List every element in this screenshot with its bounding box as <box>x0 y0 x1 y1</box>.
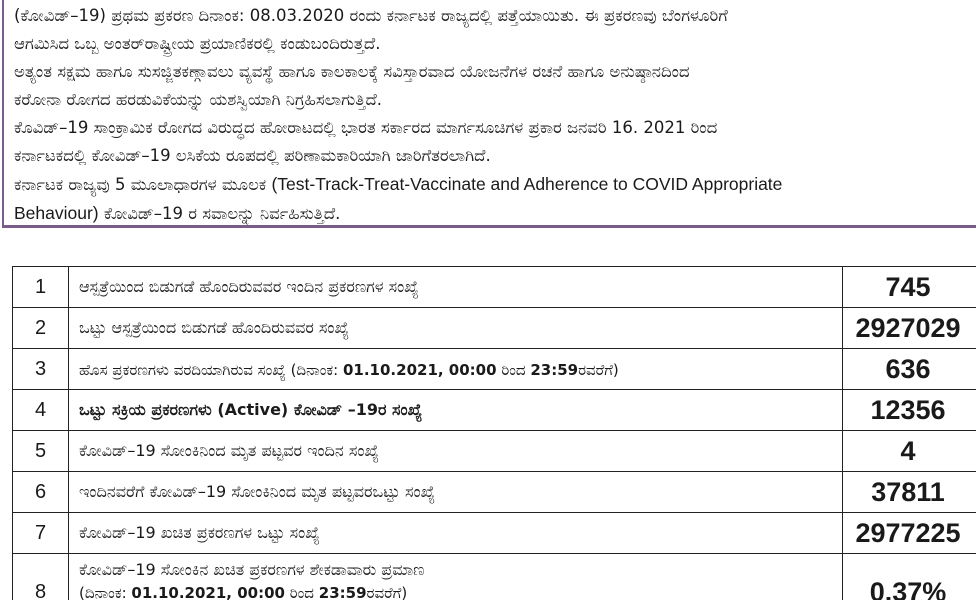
intro-line: ಅತ್ಯಂತ ಸಕ್ಷಮ ಹಾಗೂ ಸುಸಜ್ಜಿತಕಣ್ಗಾವಲು ವ್ಯವಸ್ಥೆ ಹಾಗೂ ಕಾಲಕಾಲಕ್ಕೆ ಸವಿಸ್ತಾರವಾದ ಯೋಜನೆಗಳ ರಚನೆ ಹಾಗೂ ಅನುಷ್ಠಾನದಿಂದ <box>14 62 690 81</box>
table-row <box>13 308 976 349</box>
row-description: ಒಟ್ಟು ಆಸ್ಪತ್ರೆಯಿಂದ ಬಿಡುಗಡೆ ಹೊಂದಿರುವವರ ಸಂಖ್ಯೆ <box>69 308 843 349</box>
table-row <box>13 431 976 472</box>
intro-line: ಕರೋನಾ ರೋಗದ ಹರಡುವಿಕೆಯನ್ನು ಯಶಸ್ವಿಯಾಗಿ ನಿಗ್ರಹಿಸಲಾಗುತ್ತಿದೆ. <box>14 90 383 109</box>
row-number: 2 <box>13 308 69 349</box>
desc-text: (ದಿನಾಂಕ: <box>79 584 132 600</box>
table-row <box>13 554 976 600</box>
row-description <box>69 349 843 390</box>
desc-text: ರಿಂದ <box>284 584 319 600</box>
intro-line: ಆಗಮಿಸಿದ ಒಬ್ಬ ಅಂತರ್‌ರಾಷ್ಟ್ರೀಯ ಪ್ರಯಾಣಿಕರಲ್ಲಿ ಕಂಡುಬಂದಿರುತ್ತದೆ. <box>14 34 381 53</box>
row-number: 8 <box>13 554 69 600</box>
desc-date: 01.10.2021, 00:00 <box>131 584 285 600</box>
row-number: 3 <box>13 349 69 390</box>
row-description: ಕೋವಿಡ್–19 ಖಚಿತ ಪ್ರಕರಣಗಳ ಒಟ್ಟು ಸಂಖ್ಯೆ <box>69 513 843 554</box>
row-description: ಆಸ್ಪತ್ರೆಯಿಂದ ಬಿಡುಗಡೆ ಹೊಂದಿರುವವರ ಇಂದಿನ ಪ್ರಕರಣಗಳ ಸಂಖ್ಯೆ <box>69 267 843 308</box>
row-value: 636 <box>843 349 976 390</box>
desc-text: ರವರೆಗೆ) <box>366 584 408 600</box>
intro-text: Behaviour) <box>14 203 99 223</box>
table-row <box>13 267 976 308</box>
stats-table <box>12 266 976 600</box>
intro-line: (ಕೋವಿಡ್–19) ಪ್ರಥಮ ಪ್ರಕರಣ ದಿನಾಂಕ: 08.03.2020 ರಂದು ಕರ್ನಾಟಕ ರಾಜ್ಯದಲ್ಲಿ ಪತ್ತೆಯಾಯಿತು. ಈ ಪ್ರಕರಣವು ಬೆಂಗಳೂರಿಗೆ <box>14 6 728 25</box>
row-value: 745 <box>843 267 976 308</box>
desc-text: ಕೋವಿಡ್–19 ಸೋಂಕಿನ ಖಚಿತ ಪ್ರಕರಣಗಳ ಶೇಕಡಾವಾರು ಪ್ರಮಾಣ <box>79 560 425 579</box>
desc-time: 23:59 <box>530 360 579 379</box>
intro-panel <box>2 0 976 228</box>
row-value: 37811 <box>843 472 976 513</box>
intro-text: (Test-Track-Treat-Vaccinate and Adherence to COVID Appropriate <box>271 174 783 194</box>
row-number: 7 <box>13 513 69 554</box>
row-value: 2977225 <box>843 513 976 554</box>
intro-line <box>14 199 972 228</box>
row-description: ಕೋವಿಡ್–19 ಸೋಂಕಿನಿಂದ ಮೃತ ಪಟ್ಟವರ ಇಂದಿನ ಸಂಖ್ಯೆ <box>69 431 843 472</box>
desc-time: 23:59 <box>318 584 367 600</box>
table-row <box>13 472 976 513</box>
row-value: 2927029 <box>843 308 976 349</box>
table-row <box>13 390 976 431</box>
row-number: 1 <box>13 267 69 308</box>
intro-text: ಕೋವಿಡ್–19 ರ ಸವಾಲನ್ನು ನಿರ್ವಹಿಸುತ್ತಿದೆ. <box>98 204 341 223</box>
row-value: 0.37% <box>843 554 976 600</box>
desc-date: 01.10.2021, 00:00 <box>342 360 497 379</box>
table-row <box>13 513 976 554</box>
intro-line: ಕೊವಿಡ್–19 ಸಾಂಕ್ರಾಮಿಕ ರೋಗದ ವಿರುದ್ಧದ ಹೋರಾಟದಲ್ಲಿ ಭಾರತ ಸರ್ಕಾರದ ಮಾರ್ಗಸೂಚಿಗಳ ಪ್ರಕಾರ ಜನವರಿ 16. 2021 ರಿಂದ <box>14 118 718 137</box>
row-number: 6 <box>13 472 69 513</box>
intro-text: ಕರ್ನಾಟಕ ರಾಜ್ಯವು 5 ಮೂಲಾಧಾರಗಳ ಮೂಲಕ <box>14 175 272 194</box>
intro-line: ಕರ್ನಾಟಕದಲ್ಲಿ ಕೋವಿಡ್–19 ಲಸಿಕೆಯ ರೂಪದಲ್ಲಿ ಪರಿಣಾಮಕಾರಿಯಾಗಿ ಜಾರಿಗೆತರಲಾಗಿದೆ. <box>14 146 491 165</box>
row-description: ಇಂದಿನವರೆಗೆ ಕೋವಿಡ್–19 ಸೋಂಕಿನಿಂದ ಮೃತ ಪಟ್ಟವರಒಟ್ಟು ಸಂಖ್ಯೆ <box>69 472 843 513</box>
row-description: ಒಟ್ಟು ಸಕ್ರಿಯ ಪ್ರಕರಣಗಳು (Active) ಕೋವಿಡ್ –19ರ ಸಂಖ್ಯೆ <box>69 390 843 431</box>
desc-text: ರಿಂದ <box>496 360 531 379</box>
row-value: 12356 <box>843 390 976 431</box>
desc-subtext <box>79 584 842 600</box>
desc-text: ರವರೆಗೆ) <box>578 360 619 379</box>
row-number: 4 <box>13 390 69 431</box>
row-description <box>69 554 843 600</box>
desc-text: ಹೊಸ ಪ್ರಕರಣಗಳು ವರದಿಯಾಗಿರುವ ಸಂಖ್ಯೆ (ದಿನಾಂಕ: <box>79 360 343 379</box>
row-number: 5 <box>13 431 69 472</box>
table-row <box>13 349 976 390</box>
row-value: 4 <box>843 431 976 472</box>
intro-line <box>14 170 972 199</box>
